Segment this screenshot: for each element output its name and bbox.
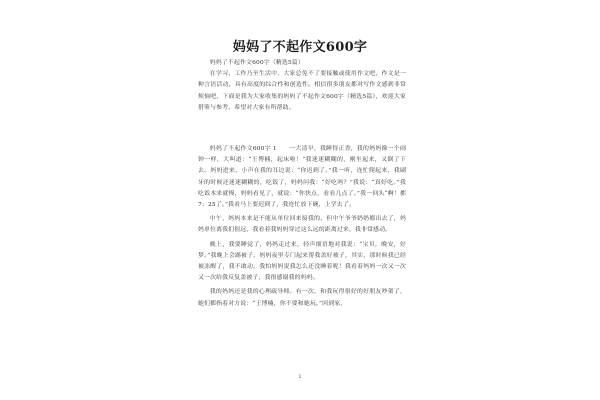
essay-paragraph: 中午，妈妈本来是不能从单位回来接我的，但中午爷爷奶奶都出去了，妈妈单位离我们很远，我看着我妈妈穿过这么远的距离过来，我非常感动。 — [198, 216, 406, 234]
essay-paragraph: 晚上，我要睡觉了，妈妈走过来，轻声细语地对我说：“宝贝，晚安，好梦。”我晚上会踢被子，妈妈夜里专门起来帮我盖好被子，其实，那时候我已经被冻醒了，我不敢动，我怕妈妈说我怎么还没睡着呢！我看着妈妈一次又一次又一次给我反复盖被子，我很感谢我的妈妈。 — [198, 241, 406, 282]
essay-paragraph: 我的妈妈还是我的心理疏导师。有一次，和我玩得很好的好朋友吵架了，她们都指着对方说：“王博楠，你不要和她玩。”回到家， — [198, 289, 406, 307]
document-subtitle-paragraph: 妈妈了不起作文600字（精选5篇） — [209, 60, 304, 66]
page-number: 1 — [298, 374, 302, 380]
intro-paragraph: 在学习、工作乃至生活中，大家总免不了要接触或使用作文吧，作文是一种言语活动，具有高度的综合性和创造性。相信很多朋友都对写作文感到非常烦恼吧，下面是我为大家收集的妈妈了不起作文600字（精选5篇），欢迎大家借鉴与参考，希望对大家有所帮助。 — [198, 71, 406, 111]
essay-paragraph: 妈妈了不起作文600字 1 一大清早，我睡得正香，我的妈妈像一个闹钟一样，大叫道：“王博楠，起床啦！”我迷迷糊糊的，刚坐起来，又倒了下去。妈妈进来，小声在我的耳边说：“你迟到了。”我一听，连忙爬起来，我刷牙的时候还迷迷糊糊的，吃饭了，妈妈问我：“好吃吗？”我说：“真好吃。”我吃饭本来就慢，妈妈看见了，就说：“你快点，看看几点了。”我一回头“啊！都7：25了。”我看马上要迟到了，我连忙放下碗，上学去了。 — [198, 146, 406, 209]
document-body — [198, 58, 406, 310]
document-title: 妈妈了不起作文600字 — [232, 40, 368, 55]
